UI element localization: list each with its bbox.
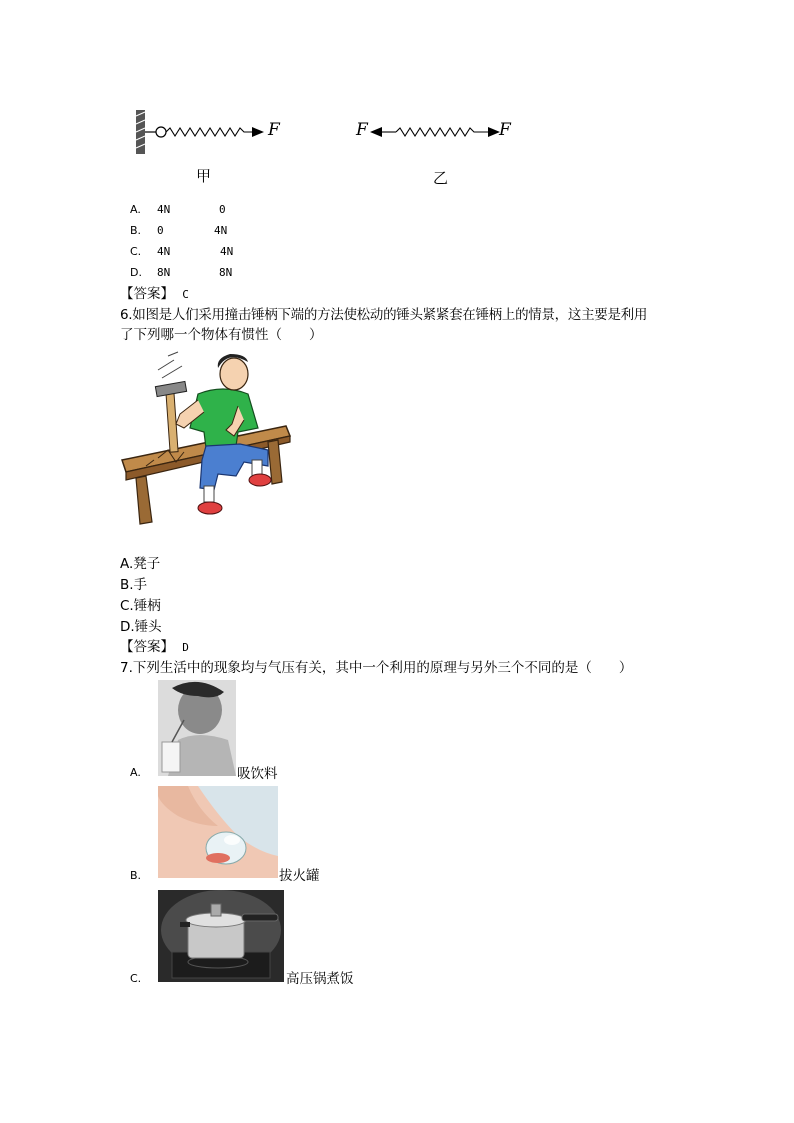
force-label-yi-right: F [499, 120, 511, 140]
option-value-2: 0 [219, 203, 226, 216]
option-letter: D. [130, 266, 142, 279]
force-label-yi-left: F [356, 120, 368, 140]
option-letter: C. [130, 245, 142, 258]
option-letter: A. [130, 203, 141, 216]
option-letter: B. [130, 224, 142, 237]
q7-option-b-letter: B. [130, 869, 142, 882]
option-value-2: 4N [214, 224, 228, 237]
q5-option-c [130, 245, 330, 263]
q5-option-d [130, 266, 330, 284]
caption-yi: 乙 [433, 169, 449, 187]
spring-two-force-diagram [370, 112, 505, 152]
answer-value: D [182, 641, 189, 654]
q5-option-b [130, 224, 330, 242]
option-value-2: 4N [220, 245, 234, 258]
q7-option-a-letter: A. [130, 766, 141, 779]
q7-stem: 7.下列生活中的现象均与气压有关，其中一个利用的原理与另外三个不同的是（ ） [120, 660, 633, 676]
drinking-photo [158, 680, 236, 776]
q5-option-a [130, 203, 330, 221]
q6-option-a: A.凳子 [120, 556, 161, 572]
q7-option-c-caption: 高压锅煮饭 [286, 971, 354, 987]
pressure-cooker-photo [158, 890, 284, 982]
answer-label: 【答案】 [120, 639, 174, 655]
answer-value: C [182, 288, 189, 301]
force-label-jia: F [268, 120, 280, 140]
q6-option-d: D.锤头 [120, 619, 162, 635]
q7-option-a-caption: 吸饮料 [237, 766, 278, 782]
caption-jia: 甲 [196, 167, 212, 185]
q6-option-c: C.锤柄 [120, 598, 161, 614]
option-value-1: 4N [157, 203, 171, 216]
option-value-2: 8N [219, 266, 233, 279]
option-value-1: 4N [157, 245, 171, 258]
answer-label: 【答案】 [120, 286, 174, 302]
spring-wall-diagram [130, 108, 290, 158]
hammer-bench-illustration [118, 350, 296, 526]
figure-jia [130, 108, 290, 158]
cupping-photo [158, 786, 278, 878]
q6-stem-line-1: 6.如图是人们采用撞击锤柄下端的方法使松动的锤头紧紧套在锤柄上的情景，这主要是利用 [120, 307, 648, 323]
q7-option-c-letter: C. [130, 972, 142, 985]
option-value-1: 8N [157, 266, 171, 279]
figure-yi [370, 112, 505, 152]
q6-stem-line-2: 了下列哪一个物体有惯性（ ） [120, 327, 323, 343]
q5-answer [120, 284, 189, 305]
q7-option-b-caption: 拔火罐 [279, 868, 320, 884]
q6-answer [120, 637, 189, 658]
option-value-1: 0 [157, 224, 164, 237]
q6-option-b: B.手 [120, 577, 148, 593]
